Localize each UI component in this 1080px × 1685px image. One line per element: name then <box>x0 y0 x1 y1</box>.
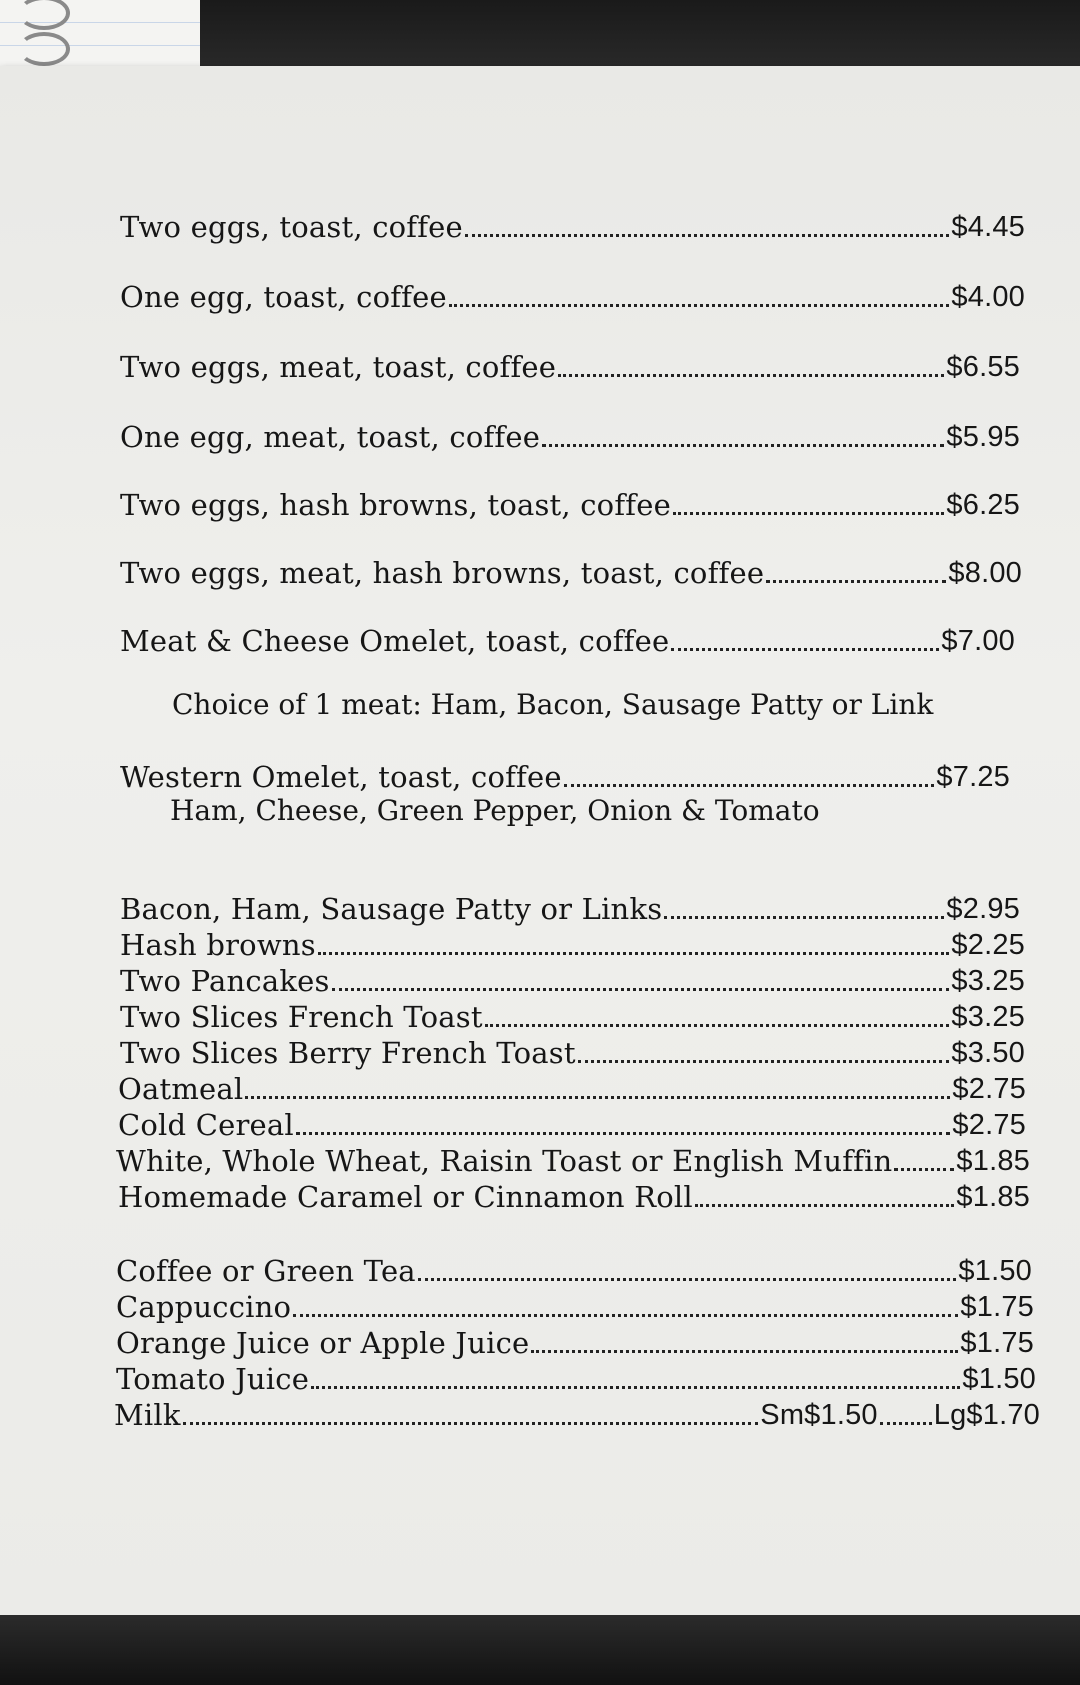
item-label: Two Pancakes <box>120 964 330 998</box>
menu-item <box>116 1254 1032 1288</box>
item-label: Coffee or Green Tea <box>116 1254 416 1288</box>
leader-dots <box>664 916 944 919</box>
leader-dots <box>671 648 939 651</box>
leader-dots <box>293 1314 958 1317</box>
item-label: Two eggs, hash browns, toast, coffee <box>120 488 671 522</box>
menu-item <box>120 622 1015 658</box>
menu-item <box>118 1108 1026 1142</box>
item-price: $3.25 <box>951 965 1025 997</box>
binder-ring-icon <box>18 0 70 30</box>
menu-item <box>120 758 1010 794</box>
item-label: White, Whole Wheat, Raisin Toast or English Muffin <box>116 1144 893 1178</box>
item-label: One egg, meat, toast, coffee <box>120 420 541 454</box>
leader-dots <box>673 512 944 515</box>
item-label: Western Omelet, toast, coffee <box>120 760 562 794</box>
leader-dots <box>296 1132 951 1135</box>
item-price: $2.25 <box>951 929 1025 961</box>
menu-item <box>116 1290 1034 1324</box>
menu-item <box>116 1362 1036 1396</box>
leader-dots <box>311 1386 960 1389</box>
menu-item <box>120 486 1020 522</box>
item-label: One egg, toast, coffee <box>120 280 447 314</box>
notebook-page <box>0 0 200 72</box>
item-label: Two eggs, meat, hash browns, toast, coffee <box>120 556 765 590</box>
item-price-large: Lg$1.70 <box>933 1399 1040 1431</box>
menu-item <box>120 1036 1025 1070</box>
item-label: Hash browns <box>120 928 316 962</box>
leader-dots <box>245 1096 950 1099</box>
item-label: Milk <box>114 1398 181 1432</box>
leader-dots <box>332 988 950 991</box>
item-label: Two Slices French Toast <box>120 1000 483 1034</box>
item-label: Tomato Juice <box>116 1362 310 1396</box>
menu-item <box>120 1000 1025 1034</box>
item-price: $2.75 <box>952 1109 1026 1141</box>
item-note: Ham, Cheese, Green Pepper, Onion & Tomato <box>170 794 820 827</box>
item-note: Choice of 1 meat: Ham, Bacon, Sausage Patty or Link <box>172 688 934 721</box>
leader-dots <box>695 1204 955 1207</box>
menu-item <box>116 1144 1030 1178</box>
leader-dots <box>766 580 946 583</box>
item-price: $2.75 <box>952 1073 1026 1105</box>
item-price: $4.45 <box>951 211 1025 243</box>
leader-dots <box>558 374 944 377</box>
item-label: Bacon, Ham, Sausage Patty or Links <box>120 892 663 926</box>
menu-item <box>120 208 1025 244</box>
item-price: $1.50 <box>958 1255 1032 1287</box>
leader-dots <box>465 234 950 237</box>
item-price: $7.00 <box>941 625 1015 657</box>
item-price: $3.25 <box>951 1001 1025 1033</box>
leader-dots <box>318 952 950 955</box>
leader-dots <box>418 1278 957 1281</box>
item-label: Meat & Cheese Omelet, toast, coffee <box>120 624 670 658</box>
leader-dots <box>578 1060 950 1063</box>
item-price: $4.00 <box>951 281 1025 313</box>
item-price: $1.75 <box>960 1327 1034 1359</box>
item-price: $8.00 <box>948 557 1022 589</box>
item-price: $5.95 <box>946 421 1020 453</box>
item-price: $1.85 <box>956 1181 1030 1213</box>
item-label: Cold Cereal <box>118 1108 294 1142</box>
item-price: $6.55 <box>946 351 1020 383</box>
leader-dots <box>894 1168 954 1171</box>
item-price: $1.75 <box>960 1291 1034 1323</box>
item-label: Two eggs, meat, toast, coffee <box>120 350 557 384</box>
menu-item <box>120 418 1020 454</box>
item-price: $6.25 <box>946 489 1020 521</box>
menu-item <box>116 1326 1034 1360</box>
leader-dots <box>880 1422 932 1425</box>
leader-dots <box>183 1422 759 1425</box>
menu-paper <box>0 66 1080 1626</box>
item-price: $7.25 <box>936 761 1010 793</box>
menu-item <box>118 1180 1030 1214</box>
menu-item-milk <box>114 1398 1040 1432</box>
item-price: $2.95 <box>946 893 1020 925</box>
item-price: $1.50 <box>962 1363 1036 1395</box>
item-price: $3.50 <box>951 1037 1025 1069</box>
item-label: Orange Juice or Apple Juice <box>116 1326 530 1360</box>
menu-item <box>120 892 1020 926</box>
leader-dots <box>485 1024 950 1027</box>
menu-item <box>118 1072 1026 1106</box>
menu-item <box>120 928 1025 962</box>
menu-item <box>120 278 1025 314</box>
binder-ring-icon <box>18 32 70 66</box>
item-price: $1.85 <box>956 1145 1030 1177</box>
item-label: Homemade Caramel or Cinnamon Roll <box>118 1180 693 1214</box>
table-surface <box>0 1615 1080 1685</box>
item-label: Oatmeal <box>118 1072 244 1106</box>
leader-dots <box>542 444 944 447</box>
menu-item <box>120 964 1025 998</box>
menu-item <box>120 348 1020 384</box>
item-label: Two Slices Berry French Toast <box>120 1036 576 1070</box>
menu-item <box>120 554 1022 590</box>
item-label: Two eggs, toast, coffee <box>120 210 463 244</box>
item-price-small: Sm$1.50 <box>760 1399 878 1431</box>
leader-dots <box>531 1350 958 1353</box>
leader-dots <box>449 304 950 307</box>
leader-dots <box>564 784 935 787</box>
item-label: Cappuccino <box>116 1290 292 1324</box>
